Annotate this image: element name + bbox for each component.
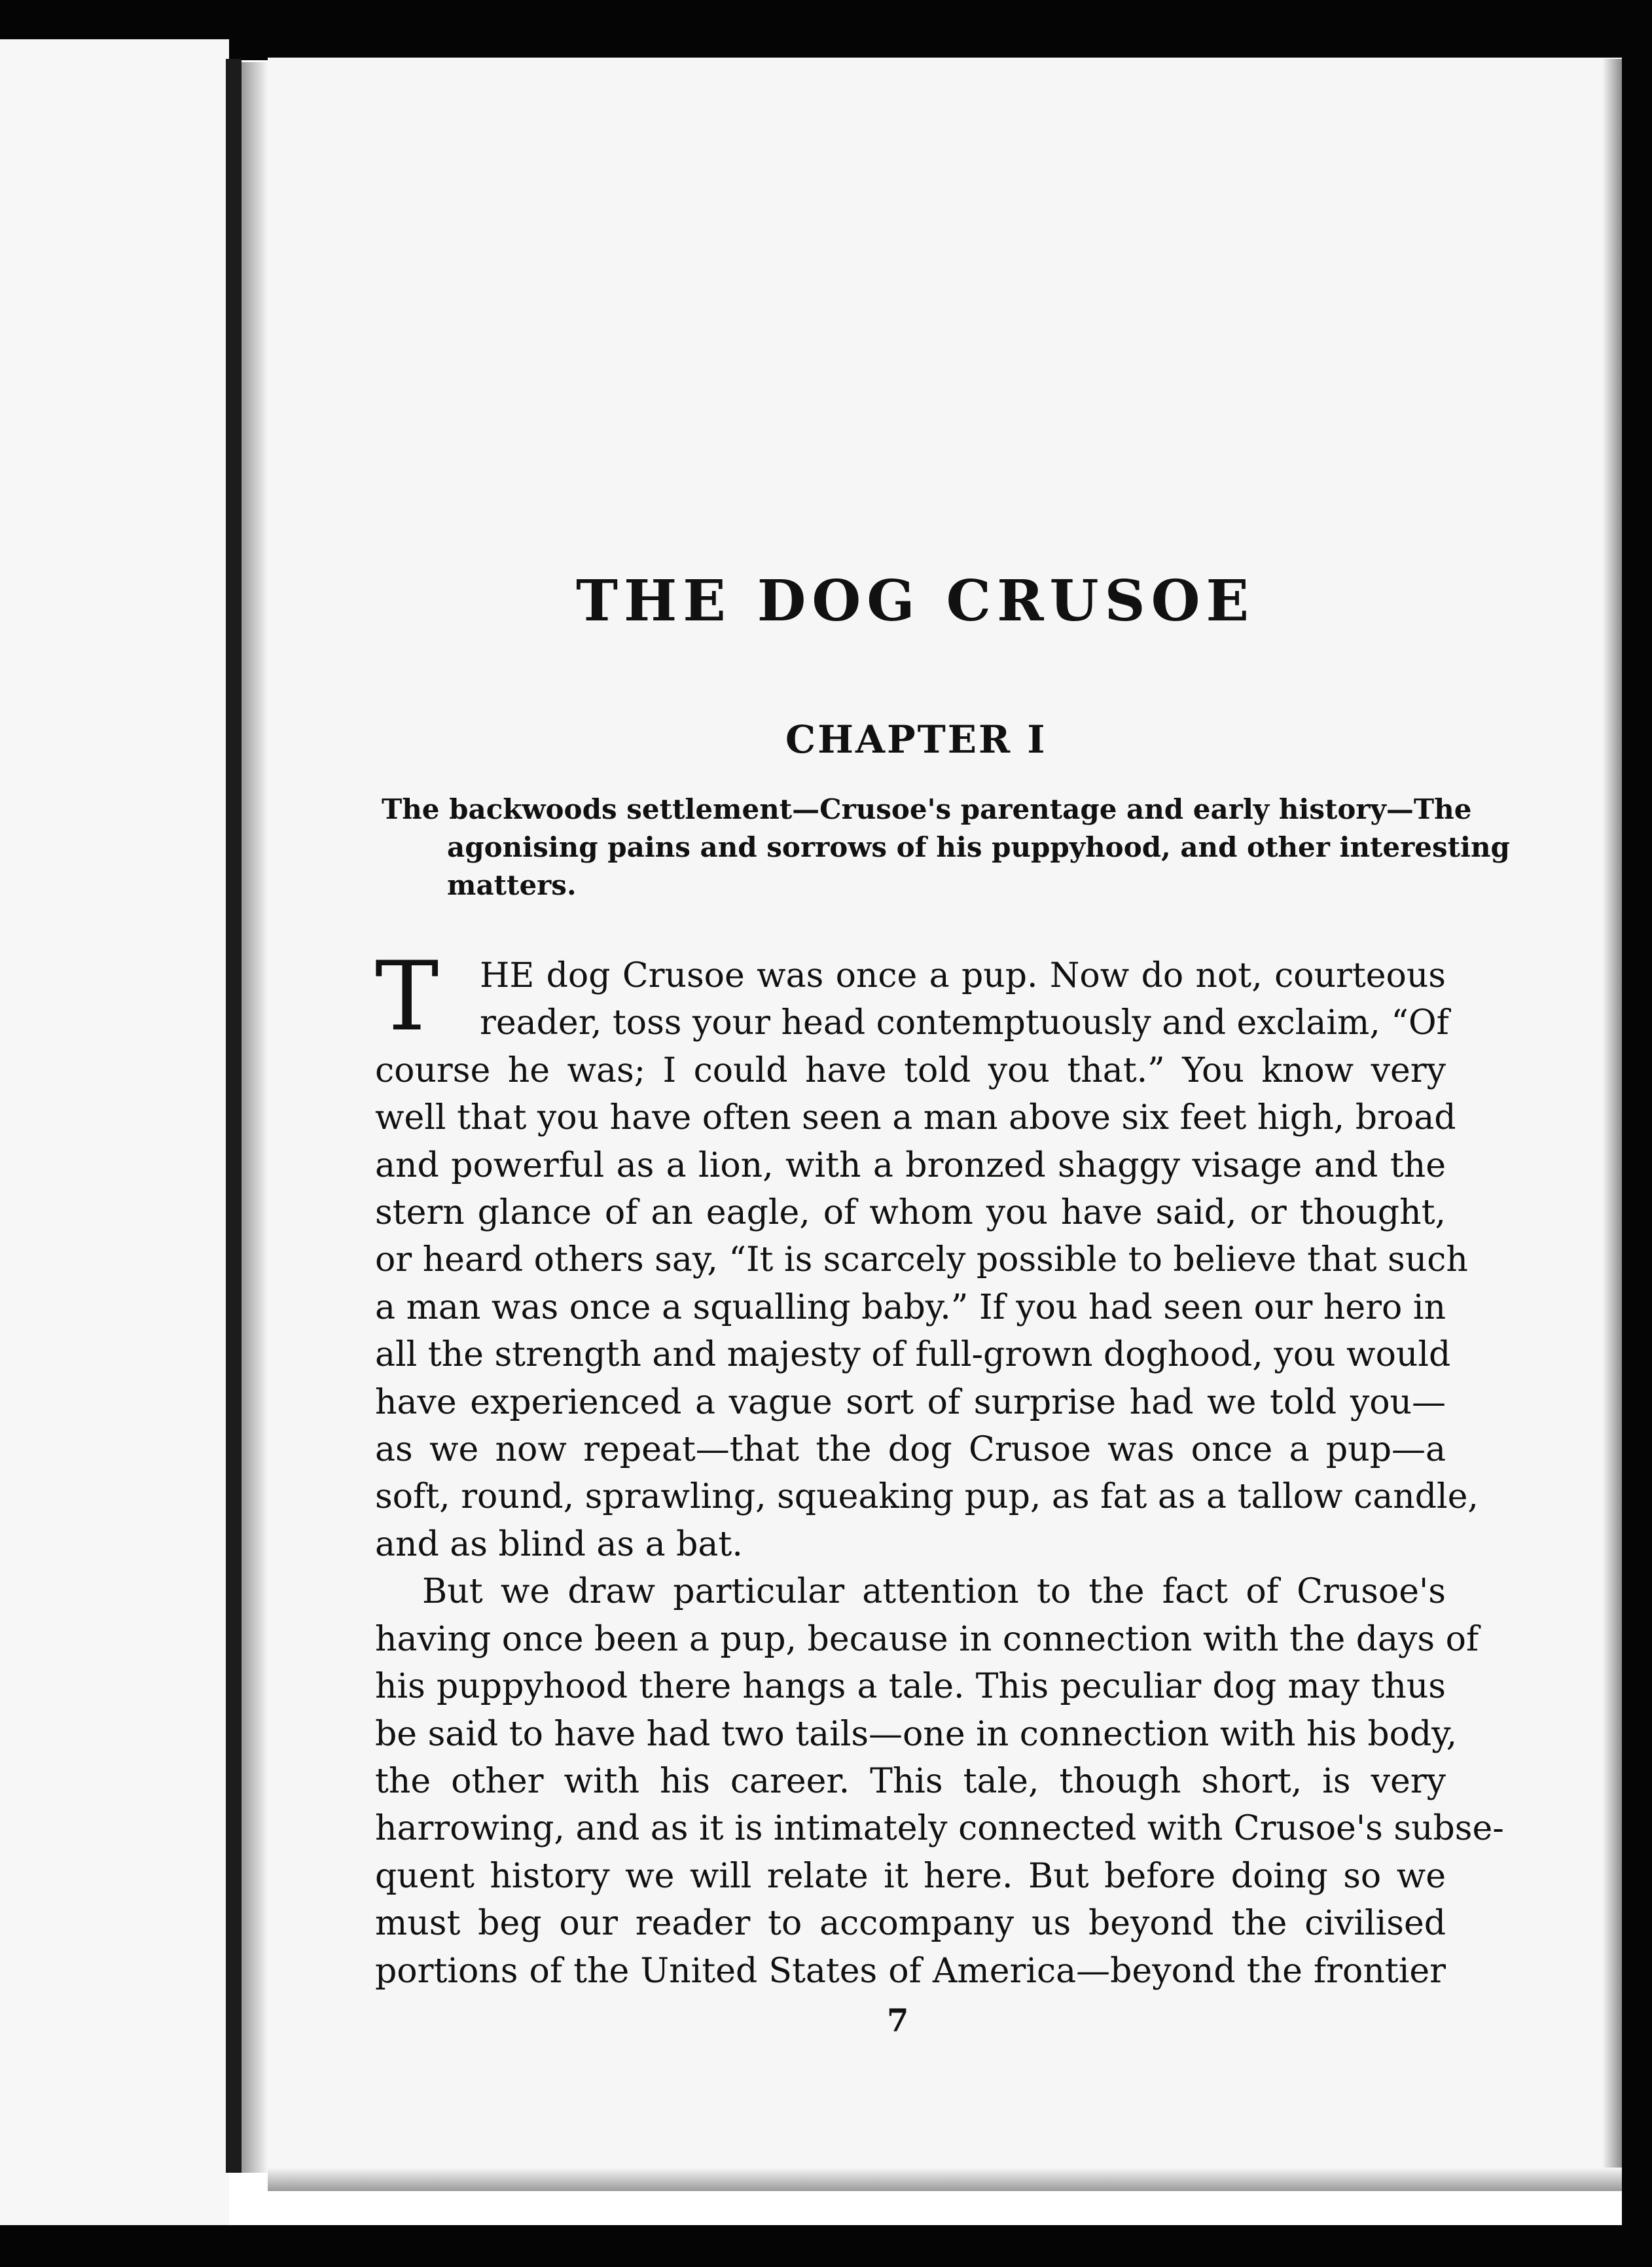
book-title: THE DOG CRUSOE [576,568,1255,634]
synopsis-line: The backwoods settlement—Crusoe's parentage and early history—The [382,793,1472,825]
text-line: be said to have had two tails—one in connection with his body, [375,1714,1458,1754]
page-bottom-shadow [268,2168,1622,2191]
text-line: reader, toss your head contemptuously and exclaim, “Of [480,1003,1449,1043]
text-line: quent history we will relate it here. But before doing so we [375,1856,1446,1896]
text-line: stern glance of an eagle, of whom you have said, or thought, [375,1193,1446,1233]
gutter-shadow [242,62,268,2173]
synopsis-line: matters. [447,869,577,901]
text-line: well that you have often seen a man above six feet high, broad [375,1098,1456,1138]
scan-border-top [0,0,1652,60]
text-line: his puppyhood there hangs a tale. This peculiar dog may thus [375,1667,1446,1707]
text-line: and as blind as a bat. [375,1524,743,1564]
text-line: portions of the United States of America—beyond the frontier [375,1951,1446,1991]
paragraph-1 [375,952,1479,1568]
chapter-synopsis [382,791,1510,904]
page-number: 7 [887,2003,909,2039]
scan-border-bottom [0,2225,1652,2267]
text-line: have experienced a vague sort of surprise had we told you— [375,1382,1446,1422]
text-line: having once been a pup, because in connection with the days of [375,1619,1479,1659]
scan-border-right [1622,0,1652,2267]
text-line: HE dog Crusoe was once a pup. Now do not, courteous [480,956,1446,995]
text-line: and powerful as a lion, with a bronzed shaggy visage and the [375,1145,1446,1185]
text-line: as we now repeat—that the dog Crusoe was once a pup—a [375,1430,1446,1470]
synopsis-line: agonising pains and sorrows of his puppyhood, and other interesting [447,831,1510,863]
text-line: harrowing, and as it is intimately connected with Crusoe's subse- [375,1809,1504,1849]
facing-page-blank [0,39,229,2228]
page-edge-shadow [1602,59,1622,2189]
book-gutter [226,59,242,2173]
paragraph-2 [375,1568,1504,1995]
body-text [375,952,1504,1995]
text-line: all the strength and majesty of full-grown doghood, you would [375,1335,1451,1375]
chapter-heading: CHAPTER I [785,717,1047,762]
text-line: course he was; I could have told you that.” You know very [375,1050,1446,1090]
text-line: must beg our reader to accompany us beyond the civilised [375,1904,1446,1944]
text-line: soft, round, sprawling, squeaking pup, as fat as a tallow candle, [375,1477,1479,1517]
text-line: or heard others say, “It is scarcely possible to believe that such [375,1240,1468,1280]
text-line: the other with his career. This tale, though short, is very [375,1761,1446,1801]
text-line: a man was once a squalling baby.” If you had seen our hero in [375,1287,1446,1327]
text-line: But we draw particular attention to the fact of Crusoe's [422,1572,1446,1612]
drop-cap: T [375,941,439,1052]
